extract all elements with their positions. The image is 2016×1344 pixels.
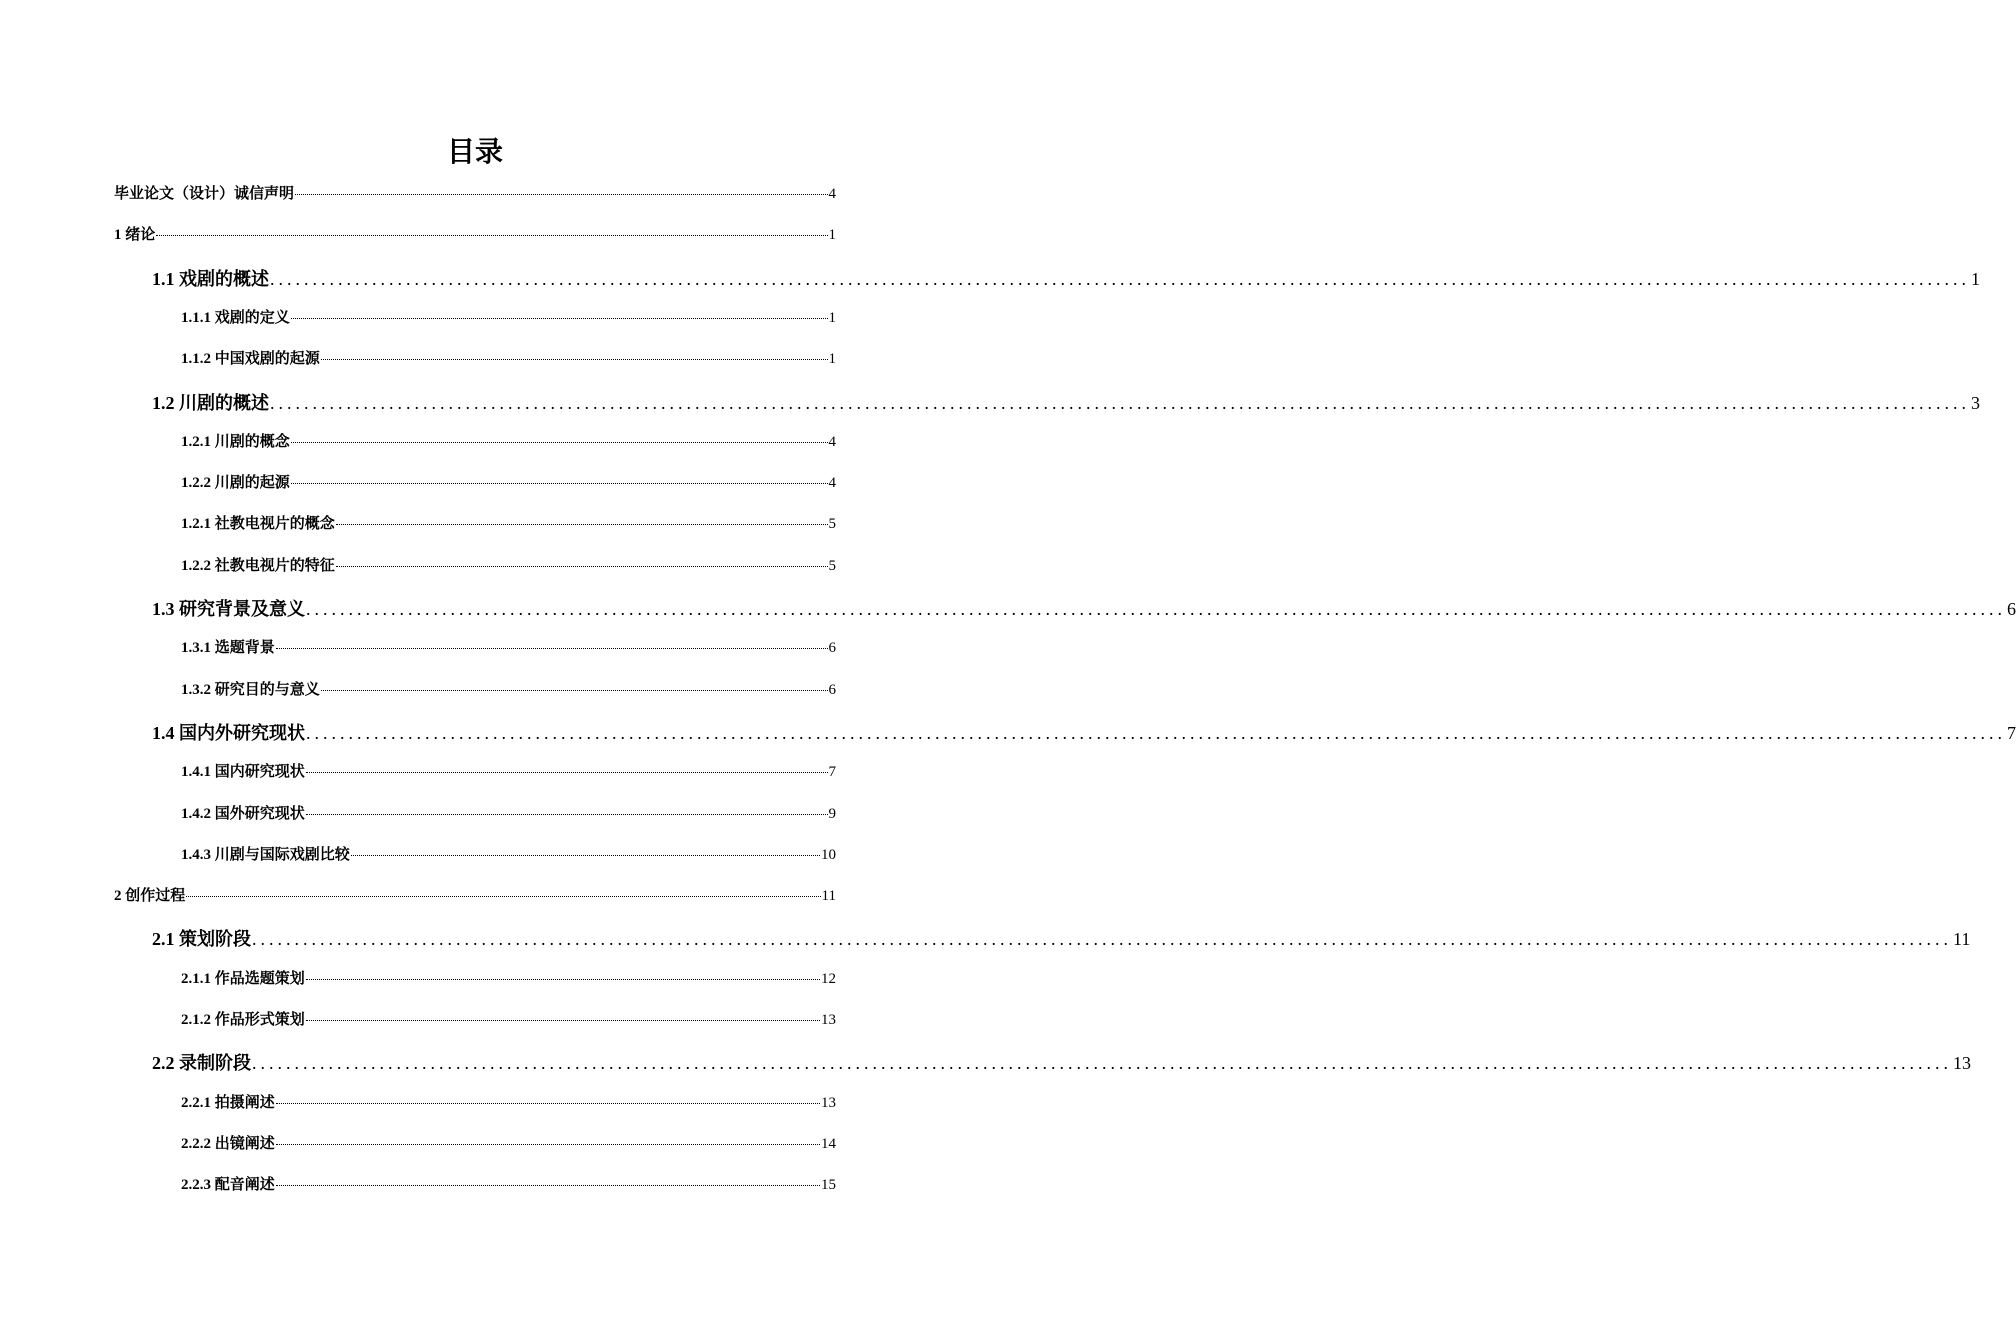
toc-entry-number: 1.2.1 — [181, 516, 215, 533]
toc-entry-title — [181, 430, 290, 451]
toc-page-number: 10 — [821, 846, 836, 863]
toc-entry-title — [181, 1091, 275, 1112]
toc-entry-text: 川剧的概念 — [214, 431, 290, 450]
toc-entry-text: 研究背景及意义 — [179, 599, 305, 620]
toc-dot-leader — [336, 523, 828, 525]
toc-dot-leader: ........................................................................................................................................................................................................ — [252, 929, 1952, 950]
toc-dot-leader — [276, 647, 828, 649]
toc-entry[interactable] — [181, 1173, 836, 1197]
toc-entry-number: 1.1.2 — [181, 351, 215, 368]
toc-entry[interactable] — [181, 471, 836, 495]
toc-entry[interactable] — [152, 1049, 1971, 1075]
toc-page-number: 1 — [1971, 268, 1980, 289]
toc-dot-leader — [321, 689, 828, 691]
toc-entry-title — [181, 967, 305, 988]
toc-entry[interactable] — [114, 182, 836, 206]
toc-entry-text: 川剧的概述 — [179, 392, 269, 414]
toc-page-number: 3 — [1971, 392, 1980, 413]
toc-entry-title — [181, 1173, 275, 1194]
toc-entry-text: 戏剧的概述 — [179, 268, 269, 290]
toc-entry-number: 1.2.2 — [181, 557, 215, 574]
toc-page-number: 4 — [828, 475, 836, 492]
toc-entry-number: 2.2.1 — [181, 1094, 215, 1111]
toc-entry-text: 社教电视片的概念 — [214, 514, 335, 533]
toc-entry-title — [181, 471, 290, 492]
toc-dot-leader — [321, 358, 828, 360]
toc-page-number: 1 — [828, 227, 836, 244]
toc-page-number: 6 — [828, 640, 836, 657]
toc-dot-leader — [306, 978, 820, 980]
toc-entry-number: 1.4.3 — [181, 846, 215, 863]
toc-entry-title — [114, 884, 185, 905]
toc-entry[interactable] — [181, 1008, 836, 1032]
toc-entry[interactable] — [114, 223, 836, 247]
toc-entry[interactable] — [181, 967, 836, 991]
toc-entry-title — [114, 182, 294, 203]
toc-page-number: 11 — [1953, 929, 1971, 950]
toc-entry-title — [152, 265, 269, 291]
toc-entry-number: 1.2.1 — [181, 433, 215, 450]
toc-entry-number: 1.4.1 — [181, 764, 215, 781]
toc-entry-number: 1.3.1 — [181, 640, 215, 657]
toc-entry-text: 毕业论文（设计）诚信声明 — [114, 184, 295, 202]
toc-dot-leader — [276, 1143, 820, 1145]
toc-page-number: 13 — [1953, 1053, 1971, 1074]
toc-dot-leader — [276, 1102, 820, 1104]
toc-entry-number: 1.2.2 — [181, 475, 215, 492]
toc-entry-title — [114, 223, 155, 244]
toc-page-number: 1 — [828, 309, 836, 326]
toc-entry-title — [181, 678, 320, 699]
toc-dot-leader: ........................................................................................................................................................................................................ — [270, 392, 1970, 413]
toc-entry-number: 2.2.3 — [181, 1177, 215, 1194]
toc-entry-number: 1.1.1 — [181, 309, 215, 326]
toc-entry[interactable] — [181, 636, 836, 660]
toc-entry-number: 2.1.1 — [181, 970, 215, 987]
toc-page-number: 15 — [821, 1177, 836, 1194]
toc-entry-number: 2.2.2 — [181, 1135, 215, 1152]
toc-entry-text: 川剧的起源 — [214, 473, 290, 492]
toc-page-number: 9 — [828, 805, 836, 822]
toc-entry-text: 国内研究现状 — [214, 762, 305, 781]
toc-entry[interactable] — [152, 719, 2016, 744]
toc-entry[interactable] — [181, 306, 836, 330]
toc-entry-text: 录制阶段 — [179, 1053, 251, 1075]
toc-page-number: 1 — [828, 351, 836, 368]
toc-entry[interactable] — [181, 554, 836, 578]
toc-entry-text: 选题背景 — [214, 638, 275, 657]
toc-entry-number: 1.2 — [152, 392, 179, 413]
toc-entry-title — [152, 595, 305, 621]
toc-entry-number: 1.3 — [152, 599, 179, 619]
page-title: 目录 — [446, 135, 503, 168]
toc-entry-number: 1.3.2 — [181, 681, 215, 698]
toc-entry-number: 1 — [114, 227, 126, 244]
toc-entry-number: 2.1.2 — [181, 1012, 215, 1028]
toc-entry-title — [181, 843, 350, 864]
toc-page-number: 13 — [821, 1012, 836, 1028]
toc-page-number: 4 — [828, 186, 836, 202]
toc-entry-text: 作品形式策划 — [214, 1010, 305, 1028]
toc-entry-text: 出镜阐述 — [214, 1133, 275, 1152]
toc-dot-leader — [186, 895, 820, 897]
toc-entry-title — [152, 1049, 251, 1075]
toc-entry-text: 中国戏剧的起源 — [214, 349, 320, 368]
toc-entry[interactable] — [181, 347, 836, 371]
toc-entry[interactable] — [152, 925, 1971, 951]
toc-page-number: 13 — [821, 1094, 836, 1111]
toc-entry-text: 社教电视片的特征 — [214, 555, 335, 574]
toc-entry-text: 绪论 — [125, 225, 156, 244]
toc-dot-leader — [295, 193, 827, 195]
toc-dot-leader — [306, 771, 828, 773]
toc-entry-text: 作品选题策划 — [214, 968, 305, 987]
toc-entry-number: 1.4.2 — [181, 805, 215, 822]
toc-entry[interactable] — [152, 389, 1980, 414]
toc-dot-leader — [336, 565, 828, 567]
toc-entry[interactable] — [181, 1091, 836, 1115]
toc-entry-text: 研究目的与意义 — [214, 679, 320, 698]
toc-entry[interactable] — [114, 884, 836, 908]
toc-page-number: 12 — [821, 970, 836, 987]
toc-entry-text: 国内外研究现状 — [179, 722, 305, 744]
toc-entry[interactable] — [181, 760, 836, 784]
toc-entry[interactable] — [181, 802, 836, 826]
toc-entry-text: 创作过程 — [125, 886, 186, 905]
toc-page-number: 7 — [828, 764, 836, 781]
toc-entry[interactable] — [181, 843, 836, 867]
toc-page-number: 5 — [828, 557, 836, 574]
toc-entry-title — [152, 925, 251, 951]
toc-page-number: 14 — [821, 1135, 836, 1152]
toc-dot-leader — [291, 317, 828, 319]
toc-dot-leader: ........................................................................................................................................................................................................ — [306, 599, 2006, 619]
toc-entry-title — [181, 347, 320, 368]
toc-dot-leader — [351, 854, 820, 856]
toc-entry[interactable] — [181, 512, 836, 536]
toc-entry-number: 2 — [114, 888, 126, 905]
toc-entry-title — [181, 306, 290, 327]
toc-entry-title — [181, 554, 335, 575]
toc-dot-leader — [156, 234, 827, 236]
toc-entry-text: 策划阶段 — [179, 929, 251, 951]
toc-entry-title — [152, 389, 269, 415]
toc-dot-leader: ........................................................................................................................................................................................................ — [252, 1053, 1952, 1074]
toc-entry-title — [181, 512, 335, 533]
toc-page-number: 4 — [828, 433, 836, 450]
toc-dot-leader — [291, 441, 828, 443]
toc-entry-title — [181, 636, 275, 657]
toc-page-number: 5 — [828, 516, 836, 533]
toc-entry-number: 2.2 — [152, 1053, 179, 1074]
toc-entry-title — [152, 719, 305, 745]
toc-entry-text: 国外研究现状 — [214, 803, 305, 822]
toc-entry-text: 戏剧的定义 — [214, 307, 290, 326]
toc-entry[interactable] — [152, 265, 1980, 290]
toc-entry-number: 1.1 — [152, 268, 179, 289]
toc-entry[interactable] — [181, 678, 836, 702]
toc-entry[interactable] — [152, 595, 2016, 620]
toc-page-number: 7 — [2007, 722, 2016, 743]
toc-entry-title — [181, 760, 305, 781]
toc-entry-title — [181, 1008, 305, 1029]
toc-entry-text: 配音阐述 — [214, 1175, 275, 1194]
toc-page-number: 6 — [2007, 599, 2016, 619]
toc-entry-text: 拍摄阐述 — [214, 1092, 275, 1111]
toc-entry-number: 2.1 — [152, 929, 179, 950]
toc-dot-leader — [306, 1019, 820, 1021]
toc-page-number: 6 — [828, 681, 836, 698]
toc-entry-text: 川剧与国际戏剧比较 — [214, 844, 350, 863]
toc-dot-leader: ........................................................................................................................................................................................................ — [306, 722, 2006, 743]
toc-dot-leader — [291, 482, 828, 484]
toc-entry-number: 1.4 — [152, 722, 179, 743]
toc-dot-leader: ........................................................................................................................................................................................................ — [270, 268, 1970, 289]
toc-dot-leader — [276, 1184, 820, 1186]
toc-dot-leader — [306, 813, 828, 815]
toc-entry[interactable] — [181, 430, 836, 454]
toc-entry[interactable] — [181, 1132, 836, 1156]
toc-entry-title — [181, 802, 305, 823]
toc-entry-title — [181, 1132, 275, 1153]
toc-page-number: 11 — [821, 888, 836, 905]
